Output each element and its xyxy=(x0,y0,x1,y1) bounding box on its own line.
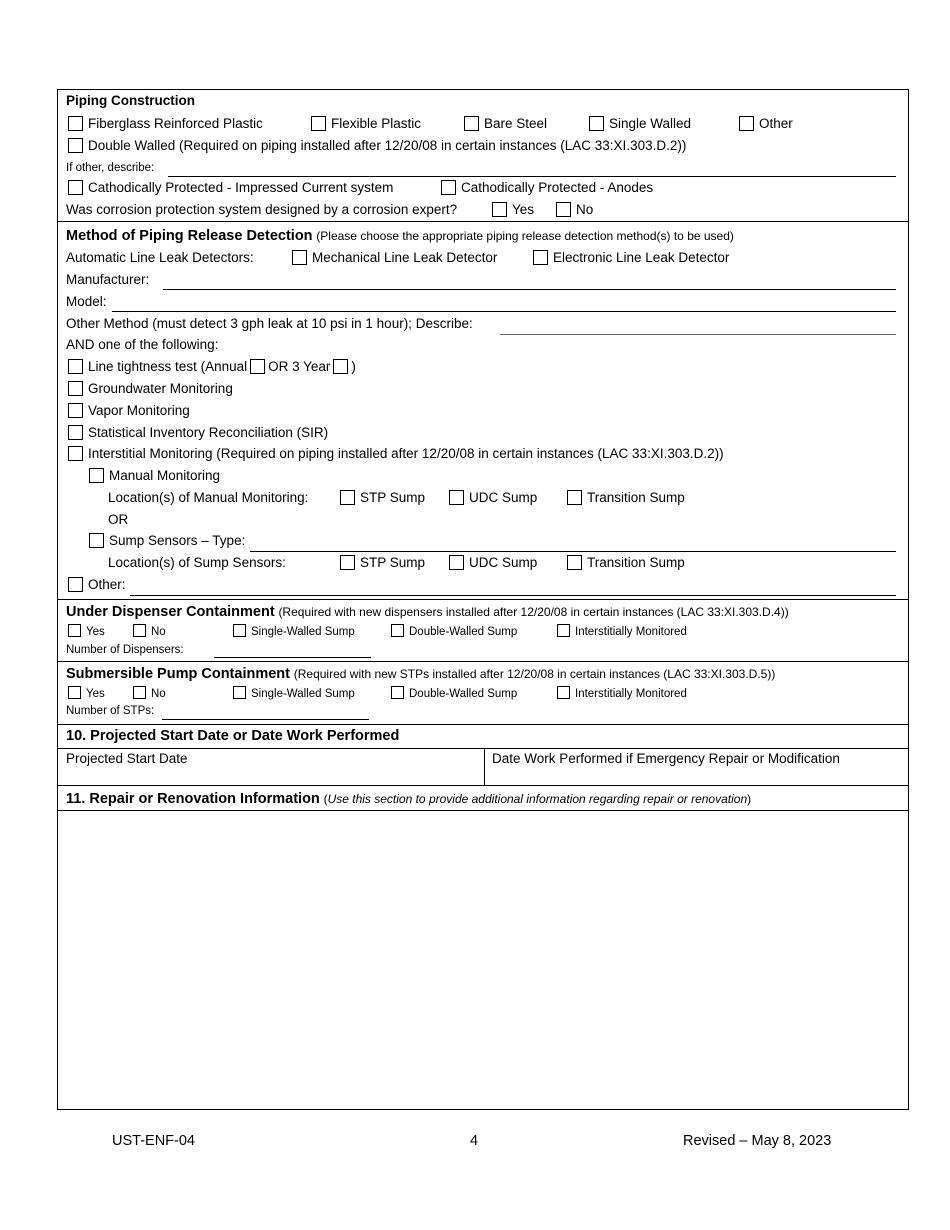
checkbox-sump-sensors[interactable] xyxy=(89,533,104,548)
divider xyxy=(58,661,908,662)
spc-yes-label: Yes xyxy=(86,688,105,700)
udc-count-label: Number of Dispensers: xyxy=(66,644,184,656)
performed-date-label: Date Work Performed if Emergency Repair or Modification xyxy=(492,751,840,766)
sir-label: Statistical Inventory Reconciliation (SIR) xyxy=(88,425,329,440)
checkbox-udc-interstitial[interactable] xyxy=(557,624,570,637)
checkbox-groundwater[interactable] xyxy=(68,381,83,396)
sump-sensors-type-input[interactable] xyxy=(250,551,896,552)
manual-stp-label: STP Sump xyxy=(360,490,426,505)
double-walled-label: Double Walled (Required on piping installed after 12/20/08 in certain instances (LAC 33:XI.303.D.2)) xyxy=(88,138,687,153)
divider xyxy=(484,748,485,785)
groundwater-label: Groundwater Monitoring xyxy=(88,381,233,396)
checkbox-flexible-plastic[interactable] xyxy=(311,116,326,131)
sensor-transition-label: Transition Sump xyxy=(587,555,685,570)
section11-title: 11. Repair or Renovation Information xyxy=(66,791,320,807)
checkbox-udc-single[interactable] xyxy=(233,624,246,637)
checkbox-manual-monitoring[interactable] xyxy=(89,468,104,483)
udc-double-label: Double-Walled Sump xyxy=(409,626,518,638)
spc-double-label: Double-Walled Sump xyxy=(409,688,518,700)
divider xyxy=(58,785,908,786)
bare-steel-label: Bare Steel xyxy=(484,116,548,131)
corrosion-no-label: No xyxy=(576,202,594,217)
footer-form-id: UST-ENF-04 xyxy=(112,1133,195,1149)
and-one-label: AND one of the following: xyxy=(66,337,219,352)
udc-note: (Required with new dispensers installed after 12/20/08 in certain instances (LAC 33:XI.303.D.4)) xyxy=(278,605,789,619)
checkbox-interstitial[interactable] xyxy=(68,446,83,461)
checkbox-spc-single[interactable] xyxy=(233,686,246,699)
checkbox-spc-double[interactable] xyxy=(391,686,404,699)
model-label: Model: xyxy=(66,294,107,309)
checkbox-3-year[interactable] xyxy=(333,359,348,374)
manufacturer-label: Manufacturer: xyxy=(66,272,150,287)
checkbox-mechanical-lld[interactable] xyxy=(292,250,307,265)
other-release-label: Other: xyxy=(88,577,126,592)
checkbox-single-walled[interactable] xyxy=(589,116,604,131)
checkbox-manual-transition[interactable] xyxy=(567,490,582,505)
sump-sensors-label: Sump Sensors – Type: xyxy=(109,533,246,548)
if-other-label: If other, describe: xyxy=(66,162,155,174)
electronic-lld-label: Electronic Line Leak Detector xyxy=(553,250,730,265)
line-tightness-label-b: OR 3 Year xyxy=(268,359,331,374)
checkbox-spc-interstitial[interactable] xyxy=(557,686,570,699)
sensor-stp-label: STP Sump xyxy=(360,555,426,570)
other-method-input[interactable] xyxy=(500,334,896,335)
checkbox-other-piping[interactable] xyxy=(739,116,754,131)
udc-yes-label: Yes xyxy=(86,626,105,638)
checkbox-sensor-stp[interactable] xyxy=(340,555,355,570)
other-method-label: Other Method (must detect 3 gph leak at 10 psi in 1 hour); Describe: xyxy=(66,316,473,331)
udc-single-label: Single-Walled Sump xyxy=(251,626,355,638)
cathodic-anodes-label: Cathodically Protected - Anodes xyxy=(461,180,654,195)
checkbox-double-walled[interactable] xyxy=(68,138,83,153)
divider xyxy=(58,599,908,600)
checkbox-sir[interactable] xyxy=(68,425,83,440)
piping-options-row xyxy=(66,115,900,133)
checkbox-cathodic-anodes[interactable] xyxy=(441,180,456,195)
checkbox-fiberglass[interactable] xyxy=(68,116,83,131)
corrosion-yes-label: Yes xyxy=(512,202,535,217)
repair-info-textarea[interactable] xyxy=(58,811,908,1109)
checkbox-cathodic-impressed[interactable] xyxy=(68,180,83,195)
divider xyxy=(58,748,908,749)
sensor-locations-label: Location(s) of Sump Sensors: xyxy=(108,555,286,570)
divider xyxy=(58,221,908,222)
release-title-row xyxy=(66,227,900,245)
udc-interstitial-label: Interstitially Monitored xyxy=(575,626,687,638)
line-tightness-label-a: Line tightness test (Annual xyxy=(88,359,248,374)
line-tightness-label-c: ) xyxy=(351,359,356,374)
spc-count-input[interactable] xyxy=(162,719,369,720)
spc-note: (Required with new STPs installed after 12/20/08 in certain instances (LAC 33:XI.303.D.5)) xyxy=(293,667,776,681)
alld-label: Automatic Line Leak Detectors: xyxy=(66,250,254,265)
footer-page-number: 4 xyxy=(470,1133,479,1149)
udc-title: Under Dispenser Containment xyxy=(66,604,275,620)
section11-title-row xyxy=(66,790,900,808)
spc-interstitial-label: Interstitially Monitored xyxy=(575,688,687,700)
checkbox-vapor[interactable] xyxy=(68,403,83,418)
single-walled-label: Single Walled xyxy=(609,116,692,131)
release-note: (Please choose the appropriate piping release detection method(s) to be used) xyxy=(316,229,734,243)
checkbox-udc-yes[interactable] xyxy=(68,624,81,637)
section10-title: 10. Projected Start Date or Date Work Performed xyxy=(66,728,400,744)
form-page xyxy=(57,89,909,1110)
mechanical-lld-label: Mechanical Line Leak Detector xyxy=(312,250,498,265)
divider xyxy=(58,724,908,725)
checkbox-sensor-transition[interactable] xyxy=(567,555,582,570)
other-piping-label: Other xyxy=(759,116,793,131)
release-title: Method of Piping Release Detection xyxy=(66,228,313,244)
manual-locations-label: Location(s) of Manual Monitoring: xyxy=(108,490,309,505)
if-other-input[interactable] xyxy=(168,176,896,177)
section11-note: Use this section to provide additional information regarding repair or renovation xyxy=(327,792,748,806)
spc-single-label: Single-Walled Sump xyxy=(251,688,355,700)
checkbox-line-tightness[interactable] xyxy=(68,359,83,374)
section11-note-open: ( xyxy=(323,792,328,806)
checkbox-bare-steel[interactable] xyxy=(464,116,479,131)
manufacturer-input[interactable] xyxy=(163,289,896,290)
fiberglass-label: Fiberglass Reinforced Plastic xyxy=(88,116,263,131)
start-date-label: Projected Start Date xyxy=(66,751,188,766)
manual-transition-label: Transition Sump xyxy=(587,490,685,505)
checkbox-udc-double[interactable] xyxy=(391,624,404,637)
checkbox-spc-yes[interactable] xyxy=(68,686,81,699)
checkbox-corrosion-yes[interactable] xyxy=(492,202,507,217)
vapor-label: Vapor Monitoring xyxy=(88,403,190,418)
manual-udc-label: UDC Sump xyxy=(469,490,538,505)
checkbox-manual-udc[interactable] xyxy=(449,490,464,505)
manual-monitoring-label: Manual Monitoring xyxy=(109,468,221,483)
or-label: OR xyxy=(108,512,129,527)
spc-title: Submersible Pump Containment xyxy=(66,666,290,682)
spc-count-label: Number of STPs: xyxy=(66,705,155,717)
footer-revised: Revised – May 8, 2023 xyxy=(683,1133,832,1149)
sensor-udc-label: UDC Sump xyxy=(469,555,538,570)
interstitial-label: Interstitial Monitoring (Required on piping installed after 12/20/08 in certain instances (LAC 33:XI.303.D.2)) xyxy=(88,446,724,461)
checkbox-manual-stp[interactable] xyxy=(340,490,355,505)
corrosion-question: Was corrosion protection system designed by a corrosion expert? xyxy=(66,202,458,217)
udc-title-row xyxy=(66,603,900,621)
checkbox-spc-no[interactable] xyxy=(133,686,146,699)
checkbox-other-release[interactable] xyxy=(68,577,83,592)
cathodic-impressed-label: Cathodically Protected - Impressed Current system xyxy=(88,180,394,195)
section11-note-close: ) xyxy=(747,792,752,806)
udc-count-input[interactable] xyxy=(214,657,371,658)
spc-title-row xyxy=(66,665,900,683)
piping-title: Piping Construction xyxy=(66,93,195,108)
spc-no-label: No xyxy=(151,688,166,700)
other-release-input[interactable] xyxy=(130,595,896,596)
model-input[interactable] xyxy=(112,311,896,312)
checkbox-corrosion-no[interactable] xyxy=(556,202,571,217)
checkbox-electronic-lld[interactable] xyxy=(533,250,548,265)
checkbox-sensor-udc[interactable] xyxy=(449,555,464,570)
udc-no-label: No xyxy=(151,626,166,638)
checkbox-annual[interactable] xyxy=(250,359,265,374)
checkbox-udc-no[interactable] xyxy=(133,624,146,637)
flexible-plastic-label: Flexible Plastic xyxy=(331,116,422,131)
